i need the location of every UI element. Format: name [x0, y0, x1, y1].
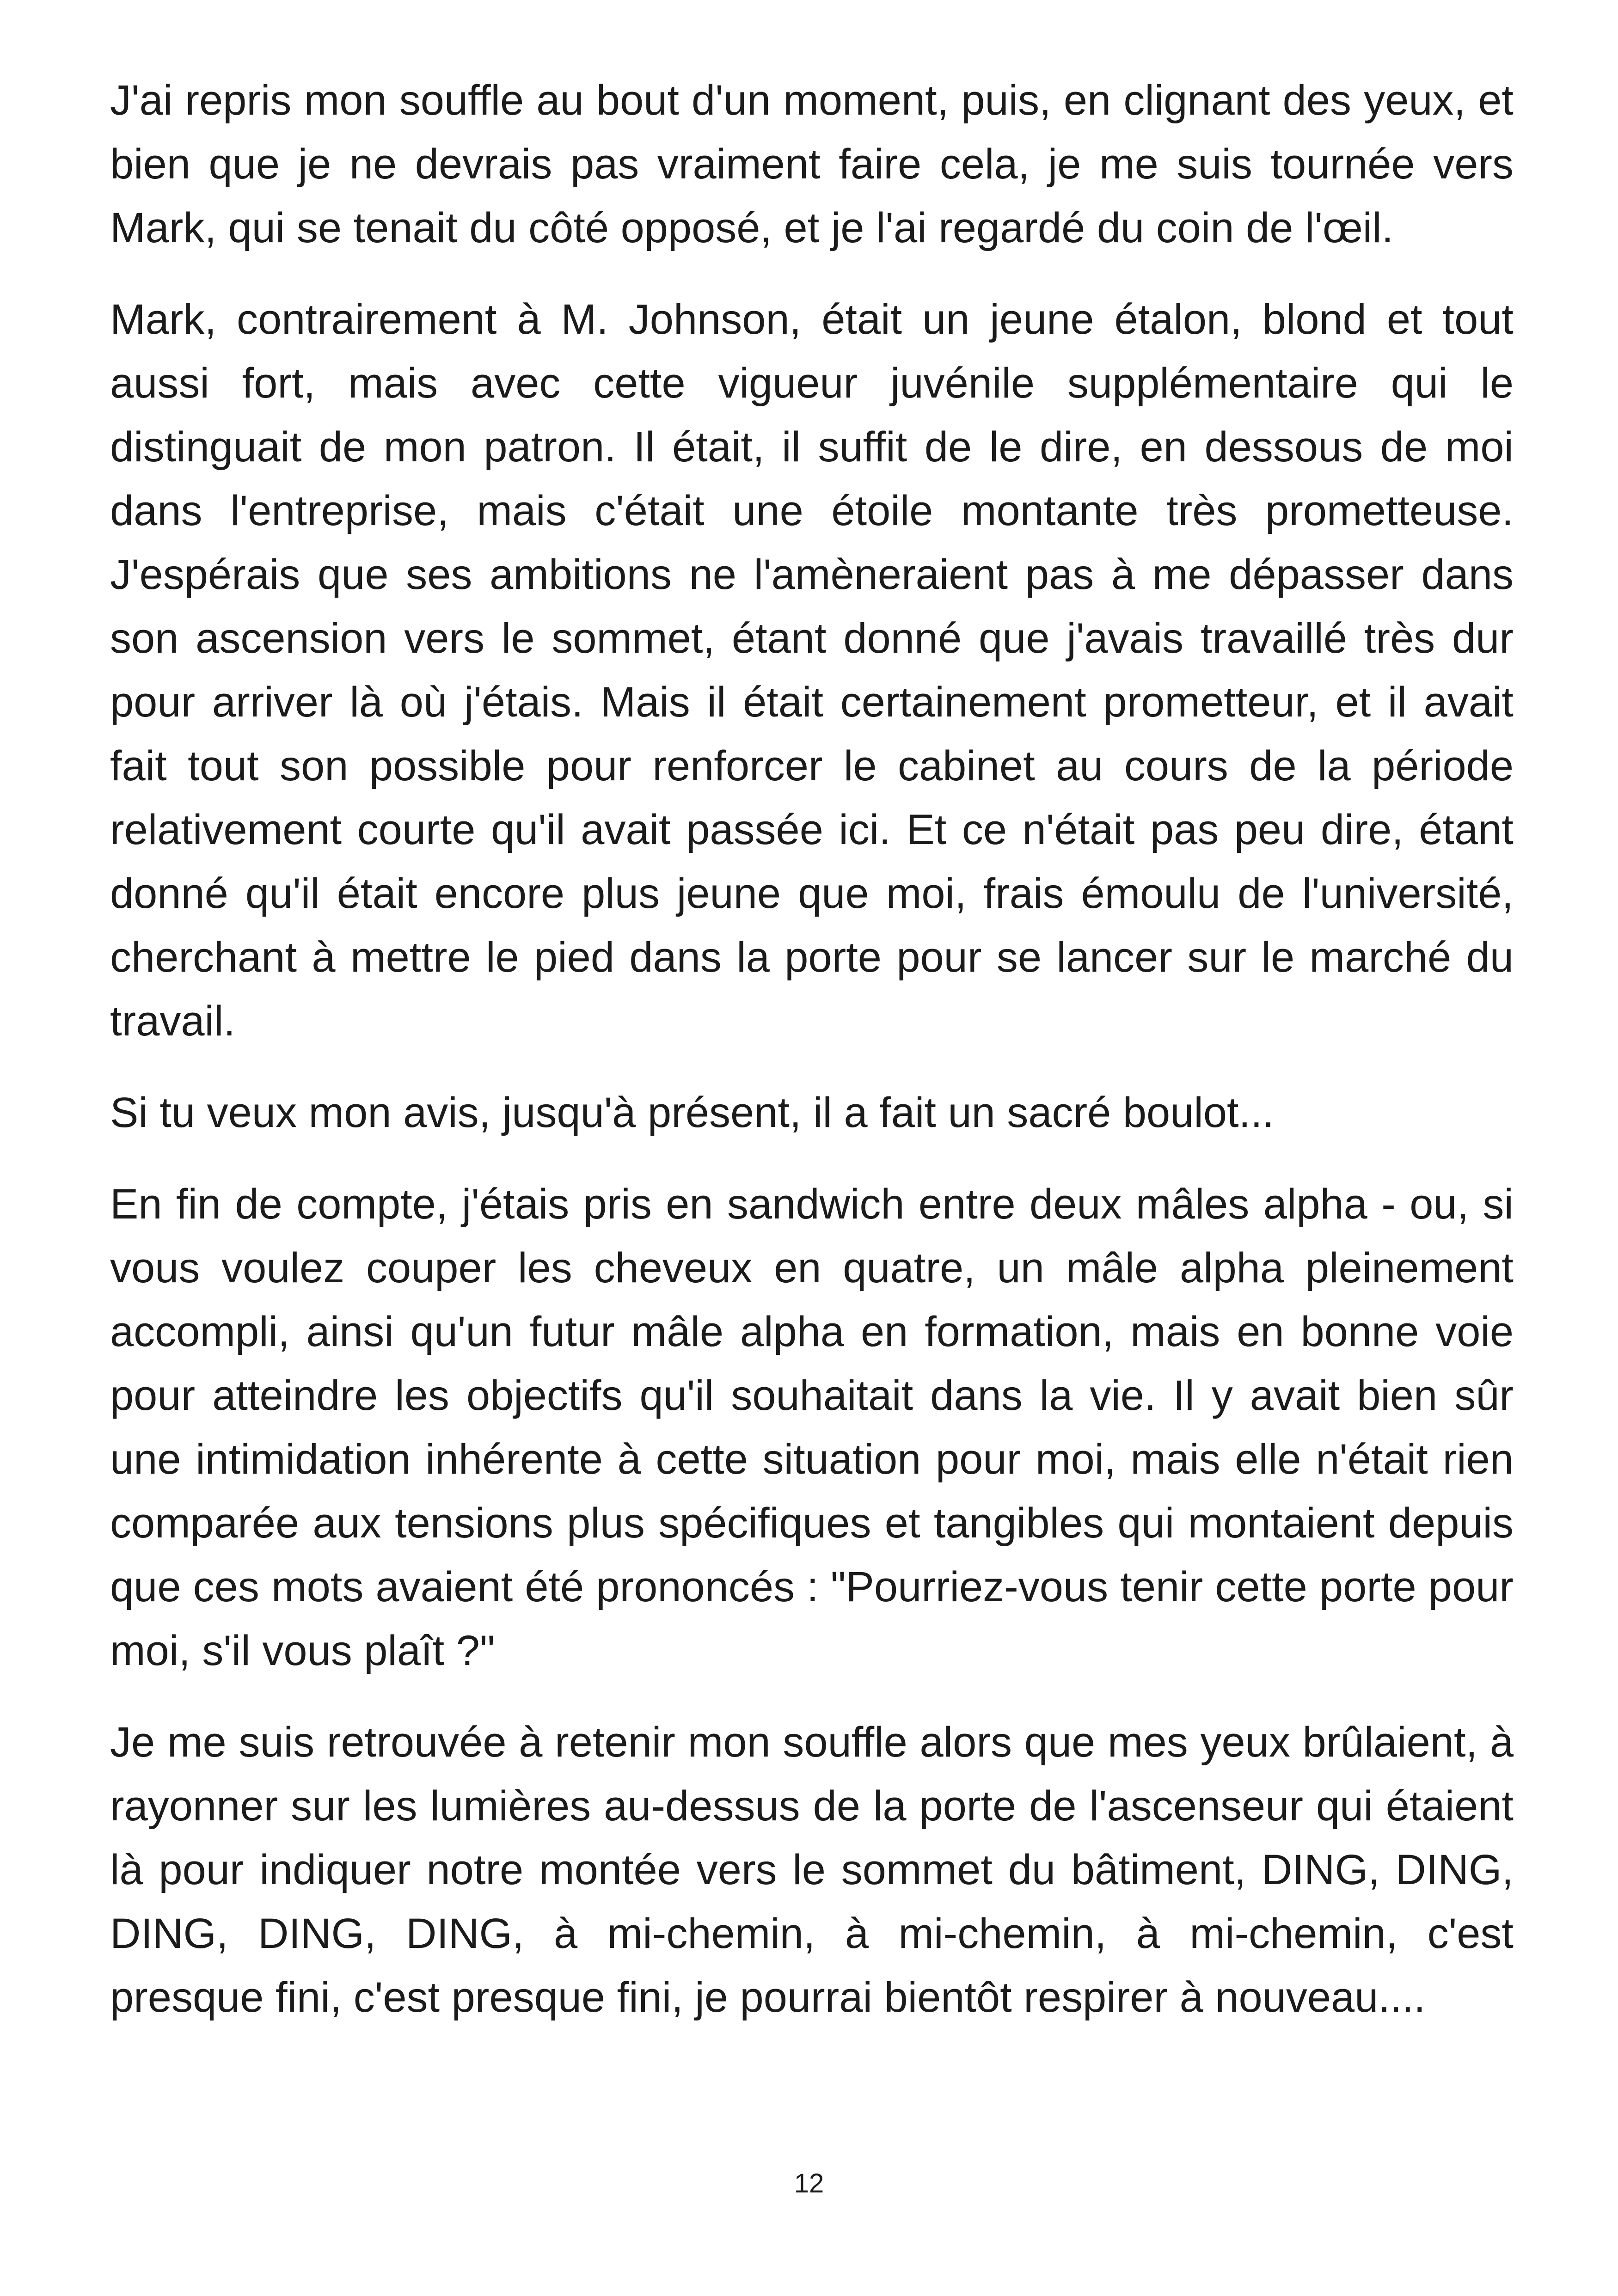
paragraph-1: J'ai repris mon souffle au bout d'un moment, puis, en clignant des yeux, et bien que je ne devrais pas vraiment faire cela, je me suis tournée vers Mark, qui se tenait du côté opposé, et je l'ai regardé du coin de l'œil.	[110, 77, 1514, 251]
paragraph-3: Si tu veux mon avis, jusqu'à présent, il a fait un sacré boulot...	[110, 1089, 1275, 1136]
paragraph-5: Je me suis retrouvée à retenir mon souffle alors que mes yeux brûlaient, à rayonner sur les lumières au-dessus de la porte de l'ascenseur qui étaient là pour indiquer notre montée vers le sommet du bâtiment, DING, DING, DING, DING, DING, à mi-chemin, à mi-chemin, à mi-chemin, c'est presque fini, c'est presque fini, je pourrai bientôt respirer à nouveau....	[110, 1719, 1514, 2021]
paragraph-4: En fin de compte, j'étais pris en sandwich entre deux mâles alpha - ou, si vous voulez couper les cheveux en quatre, un mâle alpha pleinement accompli, ainsi qu'un futur mâle alpha en formation, mais en bonne voie pour atteindre les objectifs qu'il souhaitait dans la vie. Il y avait bien sûr une intimidation inhérente à cette situation pour moi, mais elle n'était rien comparée aux tensions plus spécifiques et tangibles qui montaient depuis que ces mots avaient été prononcés : "Pourriez-vous tenir cette porte pour moi, s'il vous plaît ?"	[110, 1181, 1514, 1674]
body-text	[110, 68, 1514, 2057]
page-number: 12	[794, 2168, 824, 2198]
paragraph-2: Mark, contrairement à M. Johnson, était un jeune étalon, blond et tout aussi fort, mais avec cette vigueur juvénile supplémentaire qui le distinguait de mon patron. Il était, il suffit de le dire, en dessous de moi dans l'entreprise, mais c'était une étoile montante très prometteuse. J'espérais que ses ambitions ne l'amèneraient pas à me dépasser dans son ascension vers le sommet, étant donné que j'avais travaillé très dur pour arriver là où j'étais. Mais il était certainement prometteur, et il avait fait tout son possible pour renforcer le cabinet au cours de la période relativement courte qu'il avait passée ici. Et ce n'était pas peu dire, étant donné qu'il était encore plus jeune que moi, frais émoulu de l'université, cherchant à mettre le pied dans la porte pour se lancer sur le marché du travail.	[110, 296, 1514, 1045]
